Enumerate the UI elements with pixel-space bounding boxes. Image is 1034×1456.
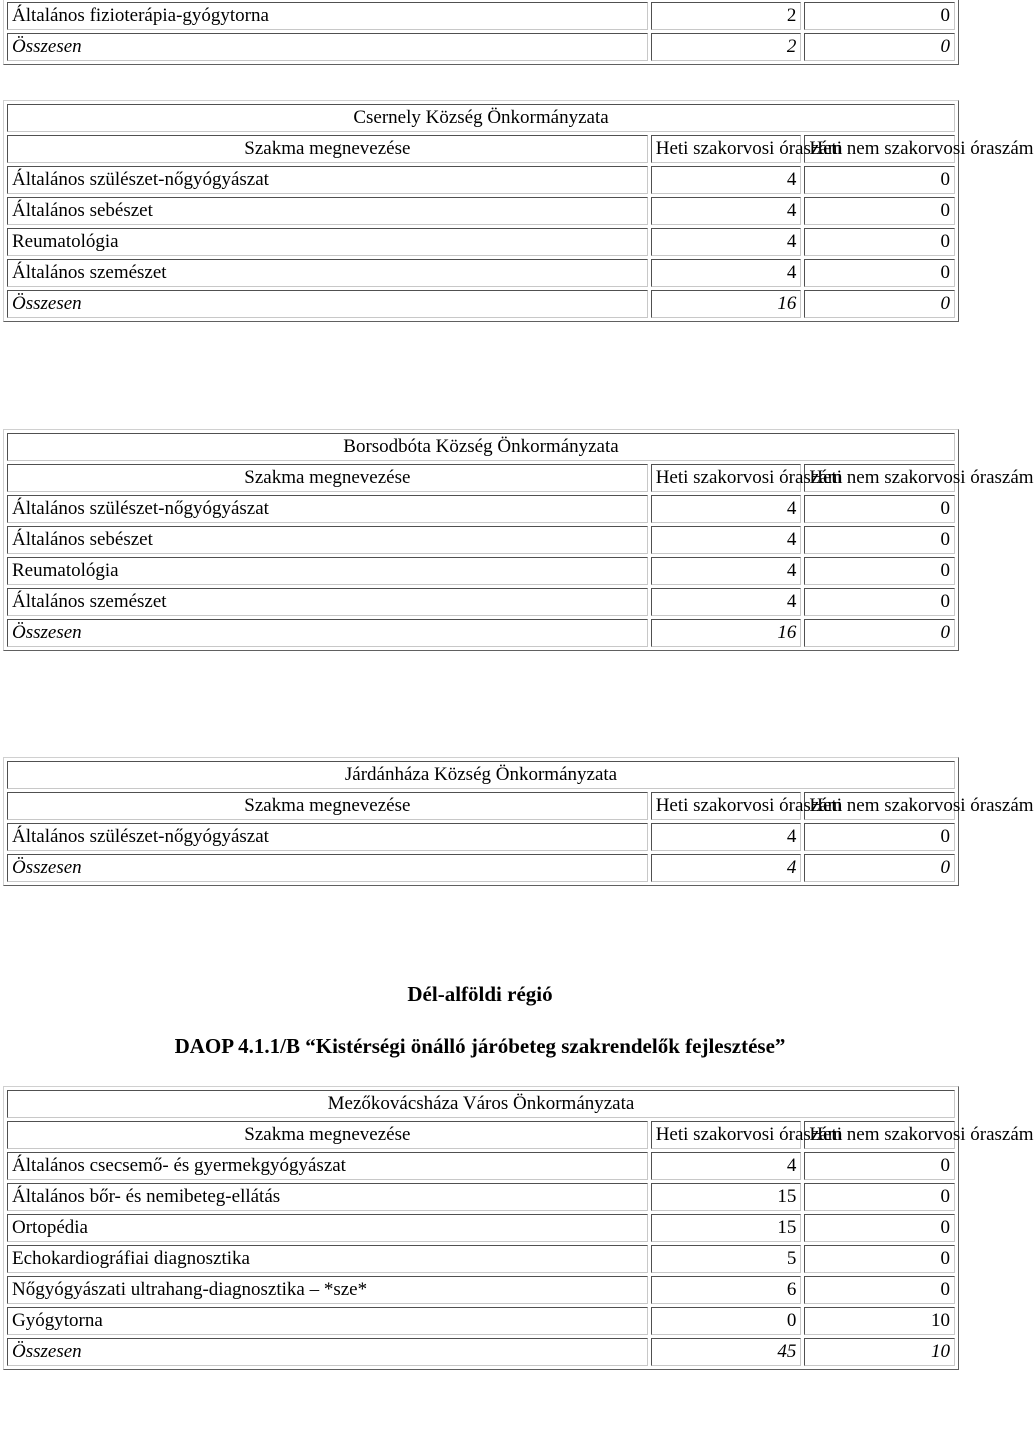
column-header-specialty: Szakma megnevezése bbox=[7, 464, 648, 492]
jardanhaza-table bbox=[3, 757, 1034, 886]
table-row bbox=[7, 557, 955, 585]
specialty-name: Általános sebészet bbox=[7, 197, 648, 225]
weekly-non-specialist-hours: 10 bbox=[804, 1307, 955, 1335]
specialty-name: Általános bőr- és nemibeteg-ellátás bbox=[7, 1183, 648, 1211]
weekly-non-specialist-hours: 0 bbox=[804, 197, 955, 225]
total-row bbox=[7, 33, 955, 61]
weekly-specialist-hours: 4 bbox=[651, 557, 802, 585]
specialty-name: Általános csecsemő- és gyermekgyógyászat bbox=[7, 1152, 648, 1180]
column-header-specialist-hours: Heti szakorvosi óraszám bbox=[651, 792, 802, 820]
total-label: Összesen bbox=[7, 1338, 648, 1366]
header-row bbox=[7, 792, 955, 820]
specialty-name: Általános sebészet bbox=[7, 526, 648, 554]
table-title: Mezőkovácsháza Város Önkormányzata bbox=[7, 1090, 955, 1118]
weekly-specialist-hours: 2 bbox=[651, 2, 802, 30]
top-table bbox=[3, 0, 959, 65]
total-row bbox=[7, 1338, 955, 1366]
weekly-specialist-hours: 4 bbox=[651, 259, 802, 287]
specialty-name: Általános szemészet bbox=[7, 259, 648, 287]
csernely-table bbox=[3, 100, 1034, 322]
total-weekly-specialist-hours: 4 bbox=[651, 854, 802, 882]
weekly-non-specialist-hours: 0 bbox=[804, 228, 955, 256]
region-heading: Dél-alföldi régió bbox=[407, 982, 553, 1006]
total-weekly-non-specialist-hours: 0 bbox=[804, 33, 955, 61]
weekly-non-specialist-hours: 0 bbox=[804, 2, 955, 30]
weekly-specialist-hours: 0 bbox=[651, 1307, 802, 1335]
total-weekly-non-specialist-hours: 0 bbox=[804, 619, 955, 647]
table-title: Borsodbóta Község Önkormányzata bbox=[7, 433, 955, 461]
table-row bbox=[7, 1183, 955, 1211]
table-row bbox=[7, 1214, 955, 1242]
total-row bbox=[7, 854, 955, 882]
weekly-specialist-hours: 4 bbox=[651, 1152, 802, 1180]
weekly-non-specialist-hours: 0 bbox=[804, 1214, 955, 1242]
weekly-non-specialist-hours: 0 bbox=[804, 495, 955, 523]
total-weekly-non-specialist-hours: 0 bbox=[804, 290, 955, 318]
table-row bbox=[7, 166, 955, 194]
weekly-specialist-hours: 4 bbox=[651, 495, 802, 523]
column-header-specialist-hours: Heti szakorvosi óraszám bbox=[651, 464, 802, 492]
table-row bbox=[7, 197, 955, 225]
table-row bbox=[7, 526, 955, 554]
weekly-specialist-hours: 4 bbox=[651, 823, 802, 851]
weekly-specialist-hours: 4 bbox=[651, 588, 802, 616]
weekly-specialist-hours: 4 bbox=[651, 166, 802, 194]
header-row bbox=[7, 464, 955, 492]
specialty-name: Nőgyógyászati ultrahang-diagnosztika – *sze* bbox=[7, 1276, 648, 1304]
weekly-non-specialist-hours: 0 bbox=[804, 166, 955, 194]
weekly-non-specialist-hours: 0 bbox=[804, 588, 955, 616]
weekly-specialist-hours: 4 bbox=[651, 526, 802, 554]
total-weekly-specialist-hours: 16 bbox=[651, 619, 802, 647]
total-weekly-specialist-hours: 45 bbox=[651, 1338, 802, 1366]
total-row bbox=[7, 619, 955, 647]
specialty-name: Ortopédia bbox=[7, 1214, 648, 1242]
column-header-specialist-hours: Heti szakorvosi óraszám bbox=[651, 1121, 802, 1149]
weekly-specialist-hours: 5 bbox=[651, 1245, 802, 1273]
specialty-name: Általános szemészet bbox=[7, 588, 648, 616]
header-row bbox=[7, 135, 955, 163]
table-row bbox=[7, 1245, 955, 1273]
specialty-name: Általános szülészet-nőgyógyászat bbox=[7, 166, 648, 194]
total-weekly-specialist-hours: 2 bbox=[651, 33, 802, 61]
specialty-name: Reumatológia bbox=[7, 228, 648, 256]
weekly-specialist-hours: 4 bbox=[651, 228, 802, 256]
weekly-non-specialist-hours: 0 bbox=[804, 1152, 955, 1180]
weekly-non-specialist-hours: 0 bbox=[804, 557, 955, 585]
weekly-specialist-hours: 4 bbox=[651, 197, 802, 225]
table-title: Járdánháza Község Önkormányzata bbox=[7, 761, 955, 789]
column-header-non-specialist-hours: Heti nem szakorvosi óraszám bbox=[804, 135, 955, 163]
mezokovacshaza-table bbox=[3, 1086, 1034, 1370]
weekly-non-specialist-hours: 0 bbox=[804, 1276, 955, 1304]
table-title: Csernely Község Önkormányzata bbox=[7, 104, 955, 132]
weekly-non-specialist-hours: 0 bbox=[804, 823, 955, 851]
specialty-name: Reumatológia bbox=[7, 557, 648, 585]
borsodbota-table bbox=[3, 429, 1034, 651]
column-header-specialist-hours: Heti szakorvosi óraszám bbox=[651, 135, 802, 163]
column-header-non-specialist-hours: Heti nem szakorvosi óraszám bbox=[804, 1121, 955, 1149]
specialty-name: Általános szülészet-nőgyógyászat bbox=[7, 495, 648, 523]
table-row bbox=[7, 228, 955, 256]
weekly-non-specialist-hours: 0 bbox=[804, 1183, 955, 1211]
table-row bbox=[7, 588, 955, 616]
total-label: Összesen bbox=[7, 854, 648, 882]
total-label: Összesen bbox=[7, 33, 648, 61]
specialty-name: Általános szülészet-nőgyógyászat bbox=[7, 823, 648, 851]
header-row bbox=[7, 1121, 955, 1149]
total-row bbox=[7, 290, 955, 318]
table-row bbox=[7, 1152, 955, 1180]
column-header-non-specialist-hours: Heti nem szakorvosi óraszám bbox=[804, 464, 955, 492]
weekly-non-specialist-hours: 0 bbox=[804, 1245, 955, 1273]
table-row bbox=[7, 2, 955, 30]
program-heading: DAOP 4.1.1/B “Kistérségi önálló járóbeteg szakrendelők fejlesztése” bbox=[174, 1034, 786, 1058]
total-label: Összesen bbox=[7, 290, 648, 318]
total-weekly-non-specialist-hours: 10 bbox=[804, 1338, 955, 1366]
specialty-name: Gyógytorna bbox=[7, 1307, 648, 1335]
weekly-non-specialist-hours: 0 bbox=[804, 526, 955, 554]
column-header-non-specialist-hours: Heti nem szakorvosi óraszám bbox=[804, 792, 955, 820]
total-weekly-non-specialist-hours: 0 bbox=[804, 854, 955, 882]
total-label: Összesen bbox=[7, 619, 648, 647]
column-header-specialty: Szakma megnevezése bbox=[7, 135, 648, 163]
column-header-specialty: Szakma megnevezése bbox=[7, 1121, 648, 1149]
table-row bbox=[7, 823, 955, 851]
total-weekly-specialist-hours: 16 bbox=[651, 290, 802, 318]
weekly-specialist-hours: 15 bbox=[651, 1183, 802, 1211]
weekly-specialist-hours: 6 bbox=[651, 1276, 802, 1304]
weekly-specialist-hours: 15 bbox=[651, 1214, 802, 1242]
specialty-name: Általános fizioterápia-gyógytorna bbox=[7, 2, 648, 30]
specialty-name: Echokardiográfiai diagnosztika bbox=[7, 1245, 648, 1273]
table-row bbox=[7, 1276, 955, 1304]
table-row bbox=[7, 259, 955, 287]
table-row bbox=[7, 1307, 955, 1335]
table-row bbox=[7, 495, 955, 523]
weekly-non-specialist-hours: 0 bbox=[804, 259, 955, 287]
column-header-specialty: Szakma megnevezése bbox=[7, 792, 648, 820]
